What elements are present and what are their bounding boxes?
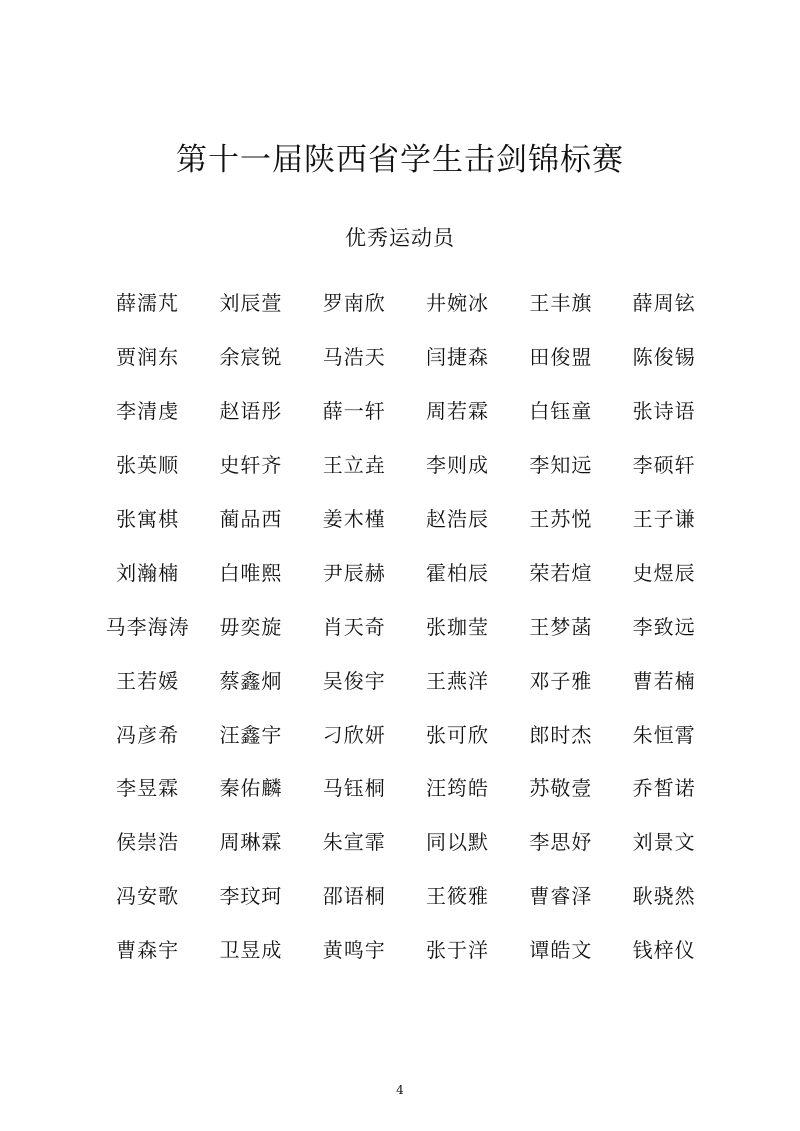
athlete-name: 朱宣霏: [322, 830, 386, 855]
athlete-name: 蔺品西: [219, 507, 283, 531]
athlete-name: 史轩齐: [219, 453, 283, 478]
athlete-name: 同以默: [426, 830, 490, 855]
athlete-name: 尹辰赫: [322, 560, 386, 585]
athlete-name: 秦佑麟: [219, 776, 283, 801]
athlete-name: 毋奕旋: [219, 614, 283, 639]
athlete-name: 李思妤: [529, 830, 593, 855]
athlete-name: 汪鑫宇: [219, 722, 283, 747]
athlete-name: 刘瀚楠: [116, 560, 180, 585]
athlete-name: 王筱雅: [426, 884, 490, 909]
athlete-name: 霍柏辰: [426, 560, 490, 585]
athlete-name: 耿骁然: [632, 884, 696, 909]
athlete-name: 曹若楠: [632, 668, 696, 693]
athlete-name: 张于洋: [426, 938, 490, 963]
athlete-name-grid: [96, 275, 716, 976]
athlete-name: 王立垚: [322, 453, 386, 478]
athlete-name: 赵语彤: [219, 399, 283, 424]
athlete-name: 刁欣妍: [322, 722, 386, 747]
athlete-name: 吴俊宇: [322, 668, 386, 693]
athlete-name: 李致远: [632, 614, 696, 639]
athlete-name: 曹森宇: [116, 938, 180, 963]
athlete-name: 王若媛: [116, 668, 180, 693]
athlete-name: 李则成: [426, 453, 490, 478]
athlete-name: 朱恒霄: [632, 722, 696, 747]
athlete-name: 冯彦希: [116, 722, 180, 747]
athlete-name: 蔡鑫炯: [219, 668, 283, 693]
athlete-name: 卫昱成: [219, 938, 283, 963]
athlete-name: 李清虔: [116, 399, 180, 424]
athlete-name: 曹睿泽: [529, 884, 593, 909]
athlete-name: 陈俊锡: [632, 345, 696, 370]
athlete-name: 薛濡芃: [116, 291, 180, 316]
athlete-name: 王丰旗: [529, 291, 593, 316]
athlete-name: 邓子雅: [529, 668, 593, 693]
athlete-name: 肖天奇: [322, 614, 386, 639]
athlete-name: 谭皓文: [529, 938, 593, 963]
athlete-name: 王燕洋: [426, 668, 490, 693]
athlete-name: 冯安歌: [116, 884, 180, 909]
athlete-name: 余宸锐: [219, 345, 283, 370]
athlete-name: 黄鸣宇: [322, 938, 386, 963]
athlete-name: 马钰桐: [322, 776, 386, 801]
athlete-name: 罗南欣: [322, 291, 386, 316]
athlete-name: 苏敬壹: [529, 776, 593, 801]
athlete-name: 汪筠皓: [426, 776, 490, 801]
athlete-name: 周若霖: [426, 399, 490, 424]
athlete-name: 马浩天: [322, 345, 386, 370]
athlete-name: 郎时杰: [529, 722, 593, 747]
athlete-name: 周琳霖: [219, 830, 283, 855]
athlete-name: 张诗语: [632, 399, 696, 424]
athlete-name: 闫捷森: [426, 345, 490, 370]
athlete-name: 张英顺: [116, 453, 180, 478]
athlete-name: 钱梓仪: [632, 938, 696, 963]
athlete-name: 张珈莹: [426, 614, 490, 639]
athlete-name: 张可欣: [426, 722, 490, 747]
athlete-name: 李硕轩: [632, 453, 696, 478]
athlete-name: 李知远: [529, 453, 593, 478]
athlete-name: 姜木槿: [322, 507, 386, 531]
athlete-name: 李玟珂: [219, 884, 283, 909]
athlete-name: 白钰童: [529, 399, 593, 424]
page-number: 4: [396, 1083, 404, 1097]
athlete-name: 薛一轩: [322, 399, 386, 424]
athlete-name: 王子谦: [632, 507, 696, 531]
athlete-name: 邵语桐: [322, 884, 386, 909]
athlete-name: 王梦菡: [529, 614, 593, 639]
athlete-name: 田俊盟: [529, 345, 593, 370]
section-heading: 优秀运动员: [345, 226, 455, 250]
athlete-name: 王苏悦: [529, 507, 593, 531]
document-title: 第十一届陕西省学生击剑锦标赛: [176, 142, 624, 178]
athlete-name: 贾润东: [116, 345, 180, 370]
athlete-name: 乔皙诺: [632, 776, 696, 801]
athlete-name: 史煜辰: [632, 560, 696, 585]
athlete-name: 刘辰萱: [219, 291, 283, 316]
athlete-name: 白唯熙: [219, 560, 283, 585]
athlete-name: 赵浩辰: [426, 507, 490, 531]
athlete-name: 薛周铉: [632, 291, 696, 316]
athlete-name: 井婉冰: [426, 291, 490, 316]
athlete-name: 张寓棋: [116, 507, 180, 531]
athlete-name: 荣若煊: [529, 560, 593, 585]
athlete-name: 李昱霖: [116, 776, 180, 801]
athlete-name: 马李海涛: [105, 614, 190, 639]
athlete-name: 侯崇浩: [116, 830, 180, 855]
athlete-name: 刘景文: [632, 830, 696, 855]
